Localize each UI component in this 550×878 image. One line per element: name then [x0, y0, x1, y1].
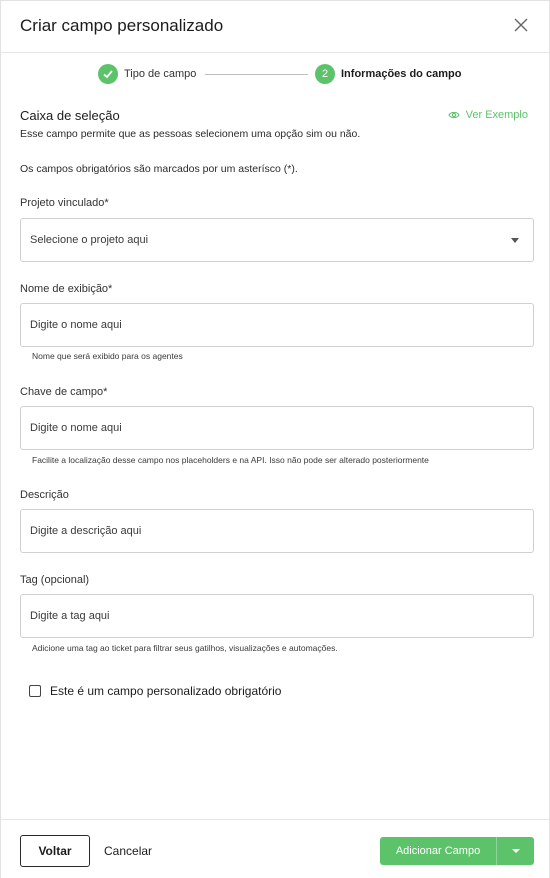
dialog-footer [1, 819, 549, 878]
field-key-input[interactable] [21, 407, 533, 449]
required-field-label[interactable]: Este é um campo personalizado obrigatório [50, 684, 282, 698]
description-input[interactable] [21, 510, 533, 552]
field-key-hint: Facilite a localização desse campo nos placeholders e na API. Isso não pode ser alterado posteriormente [32, 455, 429, 465]
step-number: 2 [315, 64, 335, 84]
close-icon[interactable] [513, 17, 529, 33]
field-type-description: Esse campo permite que as pessoas selecionem uma opção sim ou não. [20, 128, 361, 140]
required-note: Os campos obrigatórios são marcados por um asterísco (*). [20, 163, 298, 175]
add-field-button[interactable]: Adicionar Campo [380, 837, 496, 865]
dialog-header [1, 1, 549, 53]
display-name-hint: Nome que será exibido para os agentes [32, 351, 183, 361]
chevron-down-icon [511, 238, 519, 243]
description-label: Descrição [20, 489, 69, 501]
see-example-link[interactable] [448, 109, 528, 121]
required-field-checkbox[interactable] [29, 685, 41, 697]
add-field-options-button[interactable] [496, 837, 534, 865]
step-label-field-info: Informações do campo [341, 68, 462, 80]
chevron-down-icon [512, 849, 520, 853]
step-connector [205, 74, 308, 75]
project-select[interactable] [20, 218, 534, 262]
project-label: Projeto vinculado* [20, 197, 109, 209]
step-label-field-type[interactable]: Tipo de campo [124, 68, 197, 80]
field-key-label: Chave de campo* [20, 386, 108, 398]
display-name-input[interactable] [21, 304, 533, 346]
description-field [20, 509, 534, 553]
display-name-label: Nome de exibição* [20, 283, 113, 295]
tag-hint: Adicione uma tag ao ticket para filtrar seus gatilhos, visualizações e automações. [32, 643, 338, 653]
tag-label: Tag (opcional) [20, 574, 90, 586]
required-field-row [29, 684, 281, 698]
eye-icon [448, 110, 460, 120]
back-button[interactable]: Voltar [20, 835, 90, 867]
display-name-field [20, 303, 534, 347]
tag-input[interactable] [21, 595, 533, 637]
see-example-label: Ver Exemplo [465, 109, 528, 121]
check-icon [98, 64, 118, 84]
project-select-value: Selecione o projeto aqui [30, 234, 149, 246]
cancel-button[interactable]: Cancelar [104, 844, 153, 858]
field-key-field [20, 406, 534, 450]
stepper [1, 63, 549, 87]
field-type-title: Caixa de seleção [20, 108, 120, 123]
tag-field [20, 594, 534, 638]
dialog-title: Criar campo personalizado [20, 16, 224, 35]
